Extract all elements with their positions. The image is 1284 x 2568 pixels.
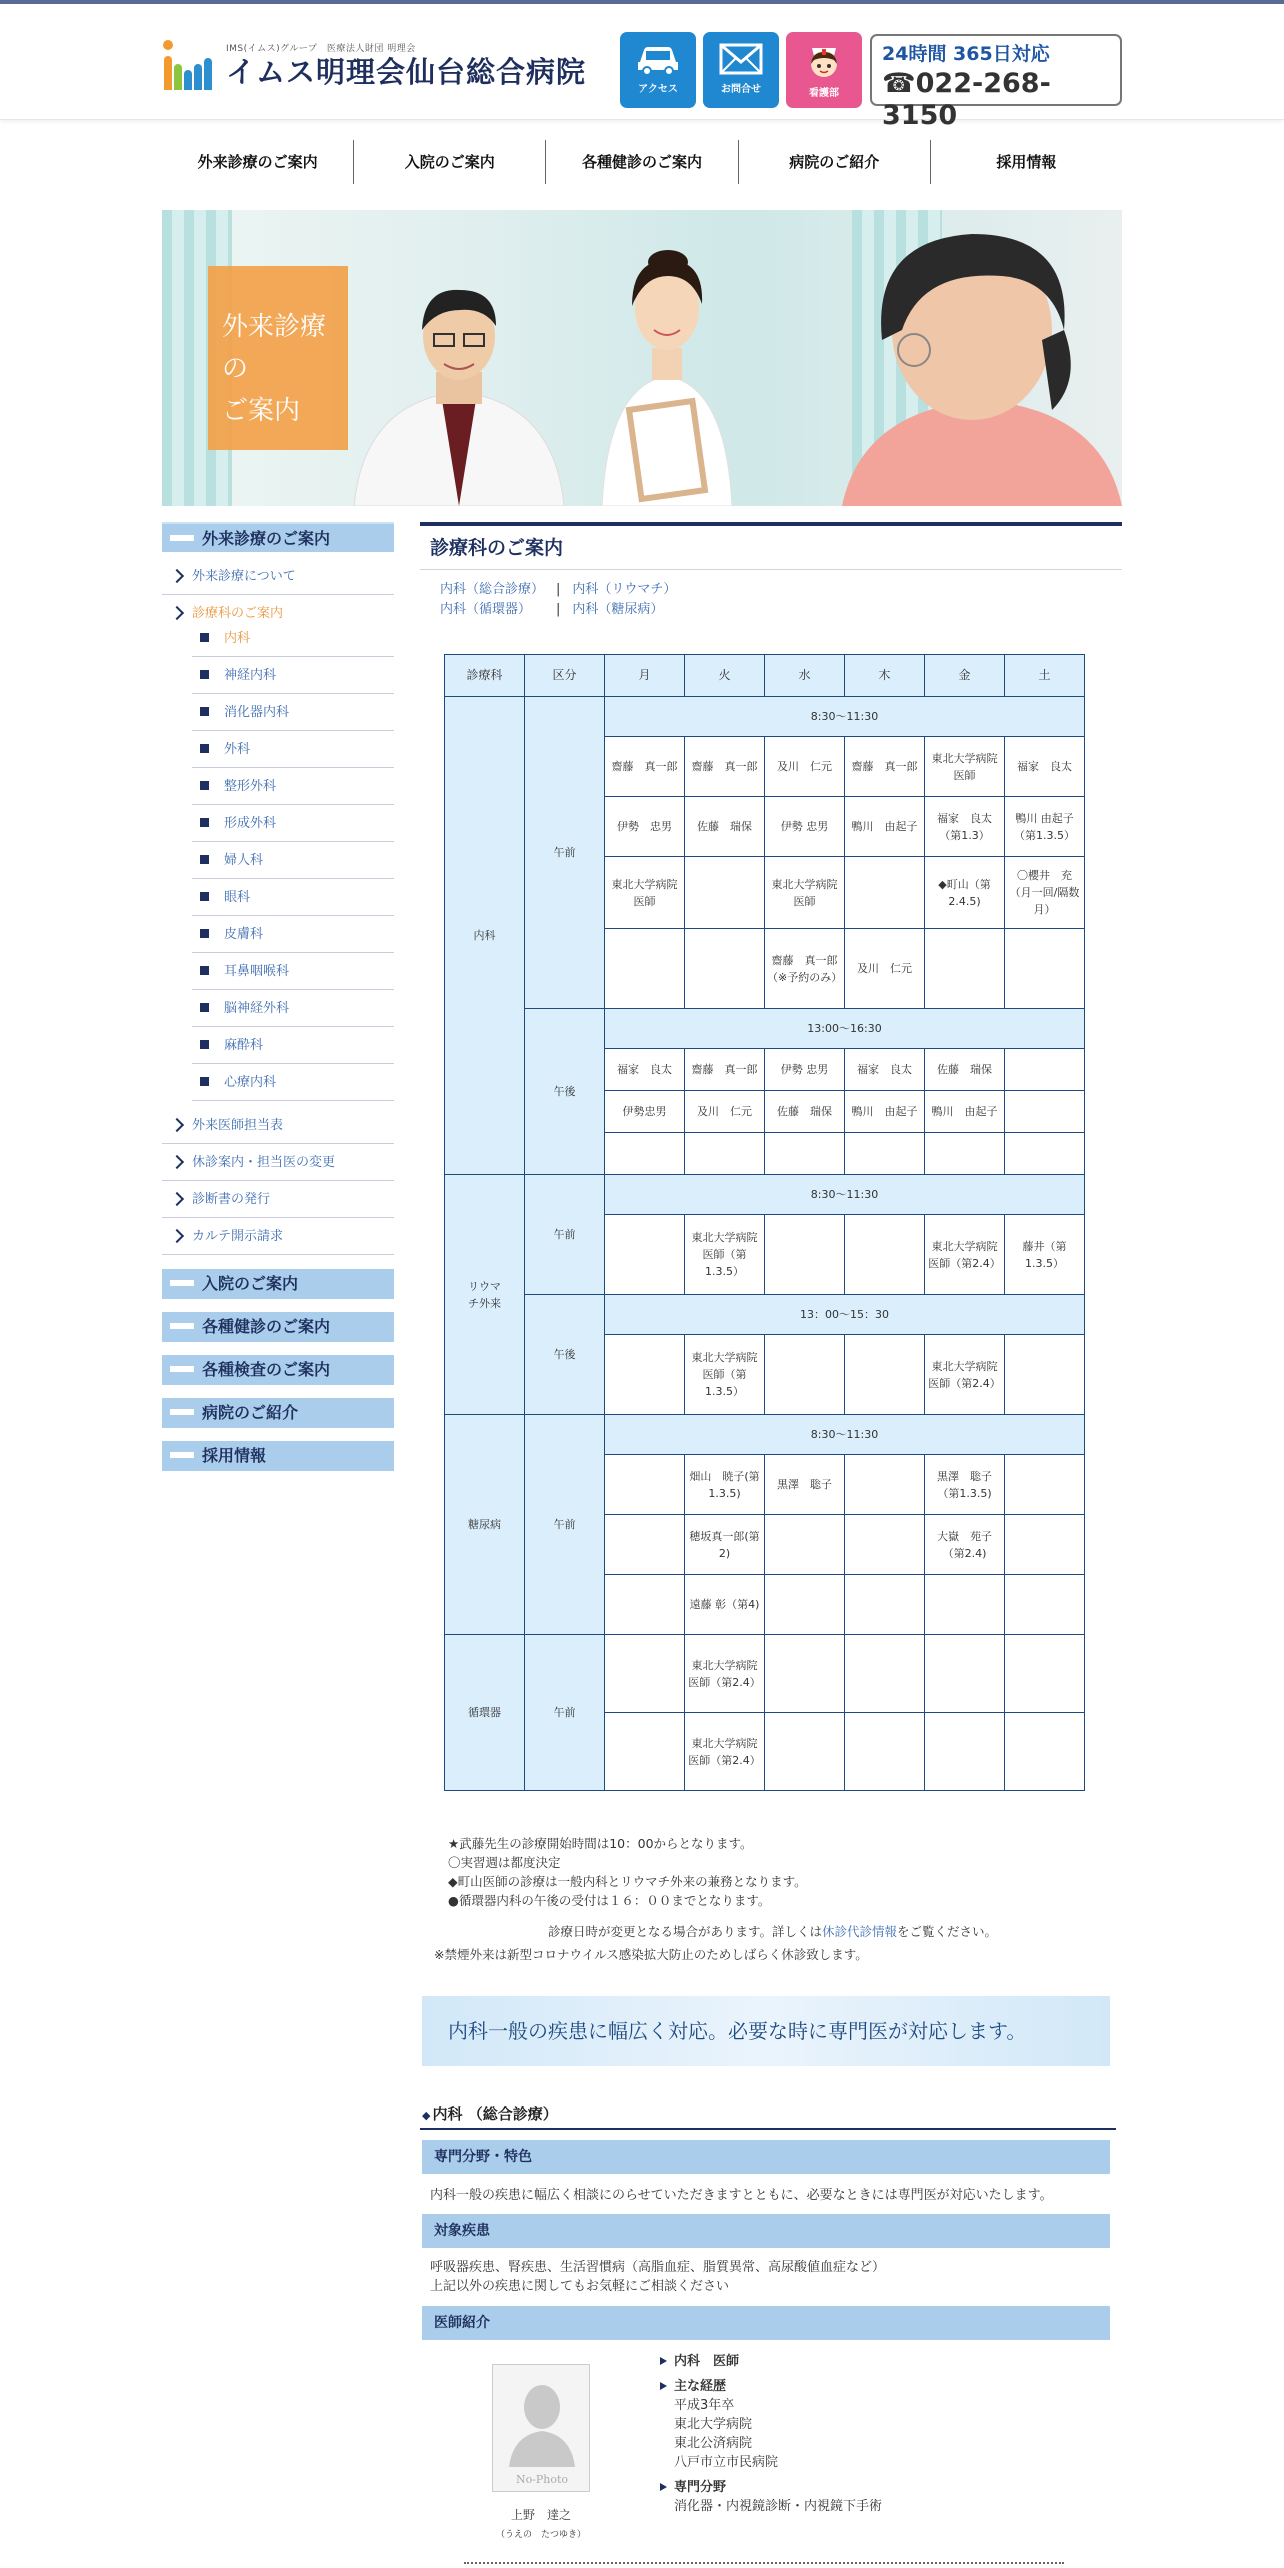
table-cell: 鴨川 由起子 [845, 1091, 925, 1133]
sidebar-sub-ent[interactable]: 耳鼻咽喉科 [192, 953, 394, 990]
table-cell: 齋藤 真一郎 [845, 737, 925, 797]
intro-banner: 内科一般の疾患に幅広く対応。必要な時に専門医が対応します。 [422, 1996, 1110, 2066]
table-cell: 佐藤 瑞保 [685, 797, 765, 857]
disease-bar: 対象疾患 [422, 2214, 1110, 2248]
table-cell: 福家 良太 [1005, 737, 1085, 797]
contact-label: お問合せ [721, 84, 761, 95]
no-photo-label: No-Photo [515, 2473, 569, 2486]
table-cell [685, 1133, 765, 1175]
feature-bar: 専門分野・特色 [422, 2140, 1110, 2174]
time-naika-pm: 13:00〜16:30 [605, 1009, 1085, 1049]
link-general[interactable]: 内科（総合診療） [440, 582, 545, 597]
note-item: ●循環器内科の午後の受付は１６：００までとなります。 [448, 1893, 771, 1908]
contact-button[interactable] [703, 32, 779, 108]
div-am: 午前 [525, 1415, 605, 1635]
table-cell [605, 1133, 685, 1175]
table-cell: 伊勢 忠男 [605, 797, 685, 857]
table-cell [1005, 1091, 1085, 1133]
phone-number: 022-268-3150 [882, 68, 1051, 131]
doctor-name: 上野 達之 [510, 2508, 571, 2522]
link-rheuma[interactable]: 内科（リウマチ） [572, 582, 677, 597]
hero-title-box [208, 266, 348, 450]
sidebar-sub-neurology[interactable]: 神経内科 [192, 657, 394, 694]
table-cell [845, 1215, 925, 1295]
phone-box[interactable] [870, 34, 1122, 131]
table-cell [925, 929, 1005, 1009]
table-cell: 大嶽 苑子（第2.4) [925, 1515, 1005, 1575]
sidebar-sub-plastic[interactable]: 形成外科 [192, 805, 394, 842]
dept-rheuma: リウマチ外来 [445, 1175, 525, 1415]
doctor-role: 内科 医師 [660, 2352, 882, 2371]
main-content [420, 522, 1122, 2568]
sidebar-sub-gastro[interactable]: 消化器内科 [192, 694, 394, 731]
table-cell [685, 929, 765, 1009]
table-cell: 藤井（第1.3.5） [1005, 1215, 1085, 1295]
dept-internal: 内科 [445, 697, 525, 1175]
table-cell: 齋藤 真一郎（※予約のみ） [765, 929, 845, 1009]
note-item: ◆町山医師の診療は一般内科とリウマチ外来の兼務となります。 [448, 1874, 807, 1889]
dept-diabetes: 糖尿病 [445, 1415, 525, 1635]
doctor-info [660, 2352, 882, 2516]
sidebar-sub-gynecology[interactable]: 婦人科 [192, 842, 394, 879]
link-diabetes[interactable]: 内科（糖尿病） [572, 602, 664, 617]
note-item: ★武藤先生の診療開始時間は10：00からとなります。 [448, 1836, 753, 1851]
sidebar [162, 522, 394, 1471]
table-cell [1005, 1455, 1085, 1515]
table-cell [925, 1635, 1005, 1713]
nav-inpatient[interactable]: 入院のご案内 [354, 140, 546, 184]
car-icon [634, 42, 682, 76]
time-rheuma-pm: 13：00〜15：30 [605, 1295, 1085, 1335]
page-title: 診療科のご案内 [420, 526, 1122, 570]
schedule-table [444, 654, 1085, 1791]
dept-cardio: 循環器 [445, 1635, 525, 1791]
career-item: 八戸市立市民病院 [674, 2455, 779, 2470]
table-cell: 穂坂真一郎(第2) [685, 1515, 765, 1575]
table-cell: 伊勢忠男 [605, 1091, 685, 1133]
closure-info-link[interactable]: 休診代診情報 [822, 1924, 898, 1939]
sidebar-cat-inpatient[interactable]: 入院のご案内 [162, 1269, 394, 1299]
table-cell: 東北大学病院医師（第2.4） [685, 1635, 765, 1713]
table-cell [605, 929, 685, 1009]
table-cell: 東北大学病院医師 [605, 857, 685, 929]
table-cell [765, 1575, 845, 1635]
table-cell: 齋藤 真一郎 [685, 1049, 765, 1091]
disease-line: 上記以外の疾患に関してもお気軽にご相談ください [430, 2279, 730, 2294]
table-cell: 遠藤 彰（第4) [685, 1575, 765, 1635]
table-cell [1005, 1575, 1085, 1635]
hero-title-line1: 外来診療の [222, 312, 327, 384]
disease-line: 呼吸器疾患、腎疾患、生活習慣病（高脂血症、脂質異常、高尿酸値血症など） [430, 2260, 886, 2275]
table-cell: 東北大学病院医師（第1.3.5） [685, 1215, 765, 1295]
sidebar-link-doctor-schedule[interactable]: 外来医師担当表 [162, 1107, 394, 1144]
career-label: 主な経歴 [660, 2377, 882, 2396]
table-cell: 畑山 暁子(第1.3.5) [685, 1455, 765, 1515]
table-cell [765, 1215, 845, 1295]
th-wed: 水 [765, 655, 845, 697]
div-pm: 午後 [525, 1009, 605, 1175]
table-cell [925, 1575, 1005, 1635]
person-silhouette-icon [493, 2365, 591, 2493]
table-cell: 齋藤 真一郎 [605, 737, 685, 797]
nav-recruit[interactable]: 採用情報 [996, 153, 1057, 171]
sidebar-sub-neurosurgery[interactable]: 脳神経外科 [192, 990, 394, 1027]
sidebar-sub-dermatology[interactable]: 皮膚科 [192, 916, 394, 953]
table-cell [685, 857, 765, 929]
patient-illustration [802, 220, 1122, 506]
table-cell [605, 1515, 685, 1575]
hero-banner [162, 210, 1122, 506]
diamond-icon: ◆ [422, 2109, 431, 2122]
sidebar-sub-orthopedics[interactable]: 整形外科 [192, 768, 394, 805]
table-cell [1005, 1133, 1085, 1175]
doctor-name-block [492, 2506, 590, 2544]
table-cell: 鴨川 由起子 [925, 1091, 1005, 1133]
table-cell [765, 1635, 845, 1713]
sidebar-title-outpatient[interactable]: 外来診療のご案内 [162, 522, 394, 552]
table-cell [845, 857, 925, 929]
access-label: アクセス [638, 84, 678, 95]
table-cell [765, 1335, 845, 1415]
table-cell: 東北大学病院医師 [925, 737, 1005, 797]
sidebar-link-certificate[interactable]: 診断書の発行 [162, 1181, 394, 1218]
hero-title-line2: ご案内 [222, 396, 301, 426]
career-item: 平成3年卒 [674, 2398, 735, 2413]
sidebar-link-departments[interactable]: 診療科のご案内 [162, 595, 394, 632]
change-notice [420, 1922, 1120, 1964]
table-cell: 東北大学病院医師（第2.4） [685, 1713, 765, 1791]
disease-text [430, 2258, 885, 2296]
site-header [0, 4, 1284, 131]
specialty-label: 専門分野 [660, 2478, 882, 2497]
link-cardio[interactable]: 内科（循環器） [440, 602, 532, 617]
table-cell [605, 1575, 685, 1635]
table-cell: 佐藤 瑞保 [925, 1049, 1005, 1091]
table-cell: 及川 仁元 [845, 929, 925, 1009]
table-cell [605, 1335, 685, 1415]
th-dept: 診療科 [445, 655, 525, 697]
specialty-text: 消化器・内視鏡診断・内視鏡下手術 [674, 2499, 883, 2514]
table-cell [605, 1713, 685, 1791]
table-cell: 伊勢 忠男 [765, 797, 845, 857]
table-cell: 及川 仁元 [765, 737, 845, 797]
nav-outpatient[interactable]: 外来診療のご案内 [162, 140, 354, 184]
table-cell [845, 1635, 925, 1713]
table-cell: 佐藤 瑞保 [765, 1091, 845, 1133]
table-cell [845, 1133, 925, 1175]
sidebar-cat-checkup[interactable]: 各種健診のご案内 [162, 1312, 394, 1342]
div-am: 午前 [525, 697, 605, 1009]
table-cell [605, 1635, 685, 1713]
th-mon: 月 [605, 655, 685, 697]
table-cell: 東北大学病院医師 [765, 857, 845, 929]
logo-subtitle: IMS(イムス)グループ 医療法人財団 明理会 [226, 44, 416, 54]
table-cell [605, 1455, 685, 1515]
covid-note: ※禁煙外来は新型コロナウイルス感染拡大防止のためしばらく休診致します。 [434, 1947, 868, 1962]
table-cell: 福家 良太 [845, 1049, 925, 1091]
sidebar-link-about-outpatient[interactable]: 外来診療について [162, 558, 394, 595]
table-cell: 鴨川 由起子（第1.3.5） [1005, 797, 1085, 857]
table-cell: 伊勢 忠男 [765, 1049, 845, 1091]
th-thu: 木 [845, 655, 925, 697]
department-links: 内科（総合診療） | 内科（リウマチ） 内科（循環器） | 内科（糖尿病） [420, 570, 1122, 620]
note-item: 〇実習週は都度決定 [448, 1855, 561, 1870]
phone-hours: 24時間 365日対応 [882, 43, 1050, 65]
sidebar-link-closure-info[interactable]: 休診案内・担当医の変更 [162, 1144, 394, 1181]
th-tue: 火 [685, 655, 765, 697]
envelope-icon [719, 42, 763, 76]
th-division: 区分 [525, 655, 605, 697]
th-fri: 金 [925, 655, 1005, 697]
time-rheuma-am: 8:30〜11:30 [605, 1175, 1085, 1215]
table-cell: 鴨川 由起子 [845, 797, 925, 857]
table-cell [1005, 1635, 1085, 1713]
table-cell [845, 1713, 925, 1791]
table-cell: 東北大学病院医師（第2.4） [925, 1335, 1005, 1415]
table-cell [605, 1215, 685, 1295]
time-naika-am: 8:30〜11:30 [605, 697, 1085, 737]
sidebar-sub-internal[interactable]: 内科 [192, 620, 394, 657]
table-cell: 齋藤 真一郎 [685, 737, 765, 797]
table-cell [1005, 1713, 1085, 1791]
div-am: 午前 [525, 1635, 605, 1791]
change-note-tail: をご覧ください。 [897, 1924, 998, 1939]
table-cell [1005, 929, 1085, 1009]
doctor-bar: 医師紹介 [422, 2306, 1110, 2340]
table-cell: 福家 良太 [605, 1049, 685, 1091]
nav-about[interactable]: 病院のご紹介 [739, 140, 931, 184]
table-cell: 黒澤 聡子 [765, 1455, 845, 1515]
th-sat: 土 [1005, 655, 1085, 697]
table-cell [925, 1133, 1005, 1175]
career-item: 東北公済病院 [674, 2436, 753, 2451]
table-cell [765, 1713, 845, 1791]
table-cell [845, 1575, 925, 1635]
table-cell [845, 1455, 925, 1515]
nav-checkup[interactable]: 各種健診のご案内 [546, 140, 738, 184]
table-cell [845, 1515, 925, 1575]
table-cell [1005, 1515, 1085, 1575]
sidebar-sub-ophthalmology[interactable]: 眼科 [192, 879, 394, 916]
nurse-mascot-icon [804, 42, 844, 80]
feature-text: 内科一般の疾患に幅広く相談にのらせていただきますとともに、必要なときには専門医が対応いたします。 [430, 2188, 1053, 2203]
table-cell: 福家 良太（第1.3） [925, 797, 1005, 857]
nurse-illustration [582, 236, 752, 506]
sidebar-sub-surgery[interactable]: 外科 [192, 731, 394, 768]
sidebar-link-records[interactable]: カルテ開示請求 [162, 1218, 394, 1255]
sidebar-cat-exam[interactable]: 各種検査のご案内 [162, 1355, 394, 1385]
table-cell: 東北大学病院医師（第1.3.5） [685, 1335, 765, 1415]
time-diabetes-am: 8:30〜11:30 [605, 1415, 1085, 1455]
dotted-divider [464, 2562, 1064, 2564]
site-logo[interactable] [162, 38, 586, 90]
sidebar-sub-anesthesia[interactable]: 麻酔科 [192, 1027, 394, 1064]
table-cell [765, 1133, 845, 1175]
div-pm: 午後 [525, 1295, 605, 1415]
section-title: 内科 （総合診療） [432, 2105, 558, 2123]
section-heading [420, 2100, 1116, 2130]
table-cell [925, 1713, 1005, 1791]
table-cell: 及川 仁元 [685, 1091, 765, 1133]
sidebar-cat-about[interactable]: 病院のご紹介 [162, 1398, 394, 1428]
table-cell: 〇櫻井 充（月一回/隔数月） [1005, 857, 1085, 929]
table-cell: ◆町山（第2.4.5) [925, 857, 1005, 929]
doctor-photo-placeholder [492, 2364, 590, 2492]
access-button[interactable] [620, 32, 696, 108]
table-cell [765, 1515, 845, 1575]
doctor-illustration [344, 282, 574, 506]
table-cell [845, 1335, 925, 1415]
table-cell: 黒澤 聡子（第1.3.5) [925, 1455, 1005, 1515]
sidebar-sub-psychosomatic[interactable]: 心療内科 [192, 1064, 394, 1101]
hospital-name: イムス明理会仙台総合病院 [226, 55, 587, 89]
phone-icon: ☎ [882, 68, 916, 99]
schedule-notes [448, 1834, 807, 1910]
table-cell: 東北大学病院医師（第2.4） [925, 1215, 1005, 1295]
change-note-text: 診療日時が変更となる場合があります。詳しくは [548, 1924, 823, 1939]
doctor-kana: （うえの たつゆき） [495, 2530, 586, 2540]
global-nav [162, 140, 1122, 184]
table-cell [1005, 1335, 1085, 1415]
div-am: 午前 [525, 1175, 605, 1295]
sidebar-cat-recruit[interactable]: 採用情報 [162, 1441, 394, 1471]
career-item: 東北大学病院 [674, 2417, 753, 2432]
nursing-label: 看護部 [809, 88, 839, 99]
ims-logo-icon [162, 38, 218, 90]
nursing-button[interactable] [786, 32, 862, 108]
table-cell [1005, 1049, 1085, 1091]
